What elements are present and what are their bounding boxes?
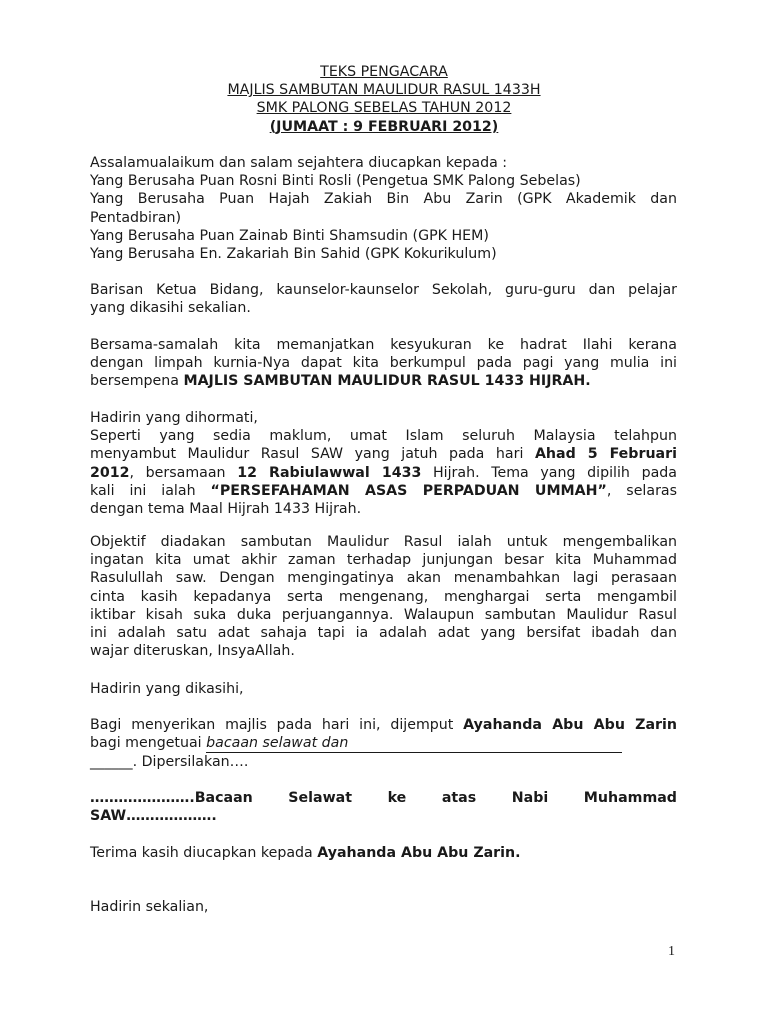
bagi-line-3: ______. Dipersilakan…. bbox=[90, 754, 249, 771]
thanks-name: Ayahanda Abu Abu Zarin. bbox=[317, 845, 521, 861]
page-number: 1 bbox=[668, 944, 675, 959]
title-date: (JUMAAT : 9 FEBRUARI 2012) bbox=[269, 119, 499, 135]
title-line-3: SMK PALONG SEBELAS TAHUN 2012 bbox=[256, 100, 512, 116]
greeting-intro: Assalamualaikum dan salam sejahtera diucapkan kepada : bbox=[90, 155, 508, 171]
paragraph-barisan bbox=[90, 281, 677, 317]
guest-2-cont: Pentadbiran) bbox=[90, 209, 182, 226]
title-line-1: TEKS PENGACARA bbox=[320, 64, 448, 80]
invitee-name: Ayahanda Abu Abu Zarin bbox=[463, 717, 677, 733]
hadirin-line-3: 2012, bersamaan 12 Rabiulawwal 1433 Hijrah. Tema yang dipilih pada bbox=[90, 464, 677, 481]
hadirin-sekalian: Hadirin sekalian, bbox=[90, 899, 209, 915]
bersama-line-1: Bersama-samalah kita memanjatkan kesyukuran ke hadrat Ilahi kerana bbox=[90, 337, 677, 353]
guest-1: Yang Berusaha Puan Rosni Binti Rosli (Pengetua SMK Palong Sebelas) bbox=[90, 173, 581, 190]
paragraph-hadirin-dikasihi bbox=[90, 680, 677, 698]
hadirin-line-1: Seperti yang sedia maklum, umat Islam seluruh Malaysia telahpun bbox=[90, 428, 677, 445]
paragraph-objektif bbox=[90, 533, 677, 660]
theme: “PERSEFAHAMAN ASAS PERPADUAN UMMAH” bbox=[210, 482, 607, 499]
objektif-line-4: cinta kasih kepadanya serta mengenang, menghargai serta mengambil bbox=[90, 588, 677, 605]
objektif-line-6: ini adalah satu adat sahaja tapi ia adalah adat yang bersifat ibadah dan bbox=[90, 625, 677, 642]
paragraph-hadirin-dihormati bbox=[90, 409, 677, 518]
hadirin-line-2: menyambut Maulidur Rasul SAW yang jatuh pada hari Ahad 5 Februari bbox=[90, 446, 677, 463]
bacaan-line-1: ………………….Bacaan Selawat ke atas Nabi Muhammad bbox=[90, 790, 677, 806]
hadirin-dikasihi: Hadirin yang dikasihi, bbox=[90, 681, 244, 697]
objektif-line-7: wajar diteruskan, InsyaAllah. bbox=[90, 643, 295, 660]
bagi-line-1: Bagi menyerikan majlis pada hari ini, dijemput Ayahanda Abu Abu Zarin bbox=[90, 717, 677, 733]
objektif-line-1: Objektif diadakan sambutan Maulidur Rasul ialah untuk mengembalikan bbox=[90, 534, 677, 550]
guest-3: Yang Berusaha Puan Zainab Binti Shamsudin (GPK HEM) bbox=[90, 227, 489, 244]
title-line-2: MAJLIS SAMBUTAN MAULIDUR RASUL 1433H bbox=[227, 82, 541, 98]
hadirin-heading: Hadirin yang dihormati, bbox=[90, 410, 258, 426]
objektif-line-2: ingatan kita umat akhir zaman terhadap junjungan besar kita Muhammad bbox=[90, 552, 677, 569]
greeting-block bbox=[90, 154, 677, 263]
bersama-line-3: bersempena MAJLIS SAMBUTAN MAULIDUR RASUL 1433 HIJRAH. bbox=[90, 373, 591, 390]
barisan-line-2: yang dikasihi sekalian. bbox=[90, 300, 251, 317]
hadirin-line-5: dengan tema Maal Hijrah 1433 Hijrah. bbox=[90, 501, 362, 518]
barisan-line-1: Barisan Ketua Bidang, kaunselor-kaunselor Sekolah, guru-guru dan pelajar bbox=[90, 282, 677, 298]
guest-4: Yang Berusaha En. Zakariah Bin Sahid (GPK Kokurikulum) bbox=[90, 246, 497, 263]
bacaan-line-2: SAW………………. bbox=[90, 808, 217, 825]
guest-2: Yang Berusaha Puan Hajah Zakiah Bin Abu Zarin (GPK Akademik dan bbox=[90, 191, 677, 208]
bagi-line-2: bagi mengetuai bacaan selawat dan bbox=[90, 734, 677, 753]
fill-in-line: bacaan selawat dan bbox=[206, 734, 622, 753]
objektif-line-5: iktibar kisah suka duka perjuangannya. Walaupun sambutan Maulidur Rasul bbox=[90, 606, 677, 623]
paragraph-terima-kasih: Terima kasih diucapkan kepada Ayahanda Abu Abu Zarin. bbox=[90, 845, 521, 861]
paragraph-bacaan bbox=[90, 789, 677, 825]
event-name: MAJLIS SAMBUTAN MAULIDUR RASUL 1433 HIJRAH. bbox=[183, 373, 591, 390]
hadirin-line-4: kali ini ialah “PERSEFAHAMAN ASAS PERPADUAN UMMAH”, selaras bbox=[90, 482, 677, 499]
objektif-line-3: Rasulullah saw. Dengan mengingatinya akan menambahkan lagi perasaan bbox=[90, 570, 677, 587]
paragraph-bagi bbox=[90, 716, 677, 772]
bersama-line-2: dengan limpah kurnia-Nya dapat kita berkumpul pada pagi yang mulia ini bbox=[90, 355, 677, 372]
paragraph-bersama bbox=[90, 336, 677, 391]
paragraph-hadirin-sekalian bbox=[90, 898, 677, 916]
